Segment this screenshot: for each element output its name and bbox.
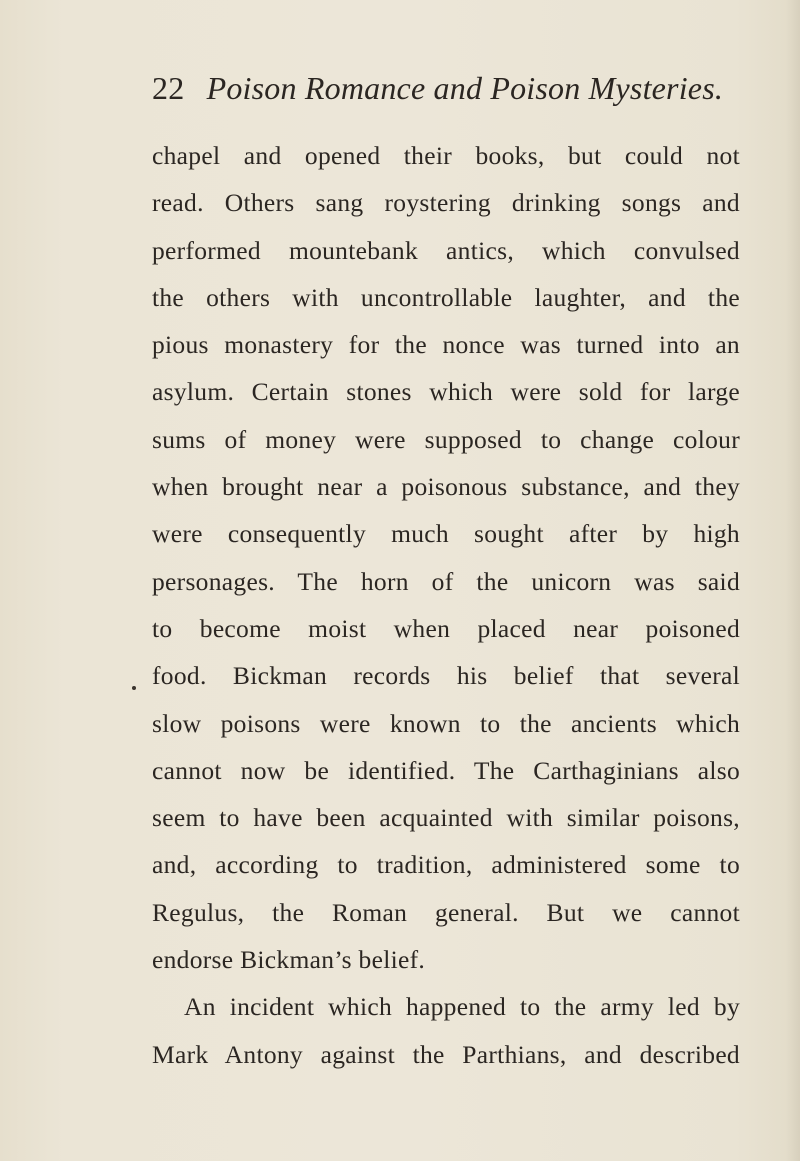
text-line: pious monastery for the nonce was turned into an	[152, 330, 740, 360]
text-line: when brought near a poisonous substance, and they	[152, 472, 740, 502]
text-line: personages. The horn of the unicorn was said	[152, 566, 740, 596]
text-line: performed mountebank antics, which convulsed	[152, 235, 740, 265]
text-line: slow poisons were known to the ancients which	[152, 708, 740, 738]
text-line: food. Bickman records his belief that several	[152, 661, 740, 691]
text-line: An incident which happened to the army led by	[184, 992, 740, 1022]
text-line: and, according to tradition, administered some to	[152, 850, 740, 880]
page-edge-shadow	[786, 0, 800, 1161]
text-line: sums of money were supposed to change colour	[152, 424, 740, 454]
text-line: cannot now be identified. The Carthaginians also	[152, 755, 740, 785]
text-line: read. Others sang roystering drinking songs and	[152, 188, 740, 218]
text-line: asylum. Certain stones which were sold for large	[152, 377, 740, 407]
text-line: Mark Antony against the Parthians, and described	[152, 1039, 740, 1069]
page-number: 22	[152, 70, 185, 106]
text-line: chapel and opened their books, but could not	[152, 141, 740, 170]
body-text	[152, 132, 740, 1078]
running-title: Poison Romance and Poison Mysteries.	[206, 70, 724, 106]
margin-mark	[132, 686, 136, 690]
paragraph-2	[152, 983, 740, 1078]
text-line: the others with uncontrollable laughter, and the	[152, 282, 740, 312]
text-line: Regulus, the Roman general. But we cannot	[152, 897, 740, 927]
text-line: to become moist when placed near poisoned	[152, 613, 740, 643]
paragraph-1	[152, 132, 740, 983]
text-line: were consequently much sought after by high	[152, 519, 740, 549]
text-line: endorse Bickman’s belief.	[152, 945, 426, 975]
page-header	[152, 66, 723, 110]
text-line: seem to have been acquainted with similar poisons,	[152, 803, 740, 833]
